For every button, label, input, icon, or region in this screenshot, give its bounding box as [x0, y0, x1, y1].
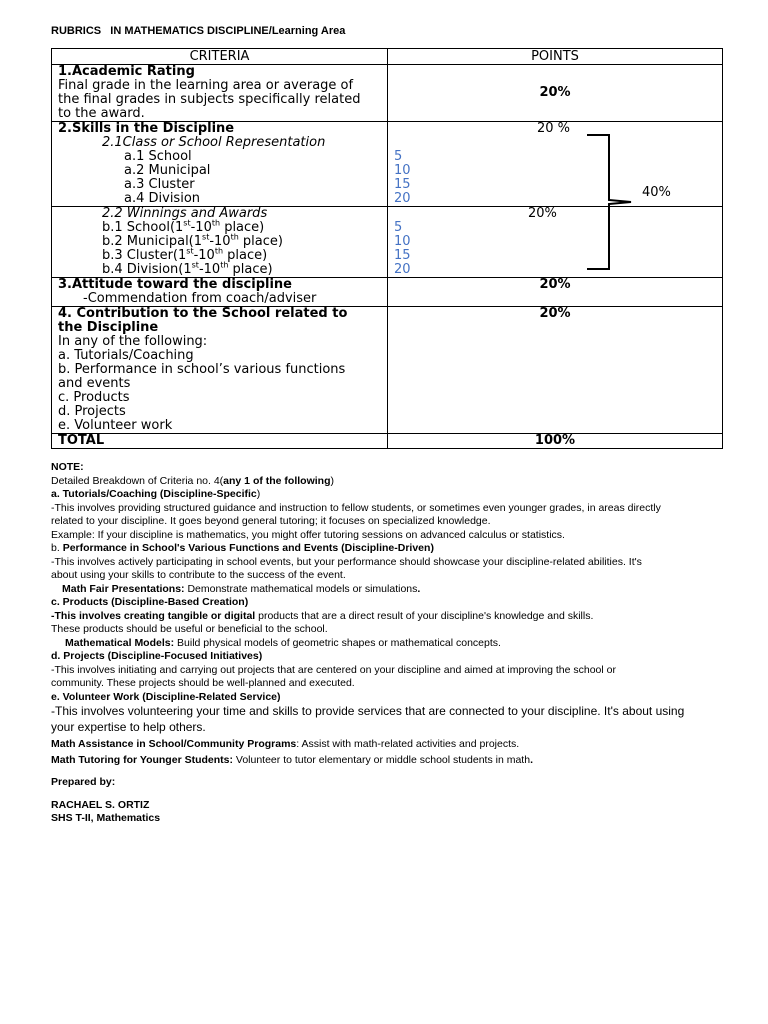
criterion-2-cell [52, 122, 388, 207]
criterion-2-1-value: 15 [394, 177, 411, 192]
note-e-line: your expertise to help others. [51, 719, 206, 734]
notes-section [51, 461, 731, 826]
note-b-line: -This involves actively participating in school events, but your performance should showcase your discipline-related abilities. It's [51, 555, 642, 568]
preparer-name: RACHAEL S. ORTIZ [51, 798, 150, 811]
criterion-3-cell [52, 278, 388, 307]
criterion-3-points: 20% [539, 277, 571, 292]
criterion-2-1-value: 10 [394, 163, 411, 178]
criterion-4-item: c. Products [58, 390, 130, 405]
criterion-1-desc-line: the final grades in subjects specifically related [58, 92, 361, 107]
note-b-line: about using your skills to contribute to the success of the event. [51, 569, 346, 581]
note-a-heading: a. Tutorials/Coaching (Discipline-Specific) [51, 488, 261, 500]
note-c-sub: Mathematical Models: Build physical models of geometric shapes or mathematical concepts. [65, 636, 501, 649]
criterion-4-row [52, 307, 723, 434]
criterion-2-2-item: b.1 School(1st-10th place) [102, 218, 265, 235]
criterion-2-2-value: 15 [394, 248, 411, 263]
note-d-line: community. These projects should be well-planned and executed. [51, 677, 355, 689]
criterion-1-points-cell [388, 65, 723, 122]
criterion-2-2-item: b.3 Cluster(1st-10th place) [102, 246, 268, 263]
criteria-header: CRITERIA [52, 49, 388, 65]
criterion-4-heading: 4. Contribution to the School related to [58, 306, 348, 321]
curly-bracket-icon [587, 134, 633, 270]
criterion-2-2-item: b.2 Municipal(1st-10th place) [102, 232, 283, 249]
note-a-line: -This involves providing structured guidance and instruction to fellow students, or sometimes even younger grades, in areas directly [51, 501, 661, 514]
note-e-sub: Math Tutoring for Younger Students: Volunteer to tutor elementary or middle school students in math. [51, 753, 533, 766]
note-c-line: These products should be useful or beneficial to the school. [51, 623, 328, 635]
criterion-2-2-points-cell [388, 207, 723, 278]
criterion-2-1-value: 5 [394, 149, 403, 164]
total-row [52, 434, 723, 449]
criterion-3-row [52, 278, 723, 307]
criterion-2-1-item: a.4 Division [124, 191, 201, 206]
criterion-4-cell [52, 307, 388, 434]
criterion-2-points-cell [388, 122, 723, 207]
criterion-2-points: 20 % [537, 121, 571, 136]
note-e-line: -This involves volunteering your time and skills to provide services that are connected to your discipline. It's about using [51, 704, 685, 718]
criterion-2-1-item: a.3 Cluster [124, 177, 195, 192]
note-b-heading: b. Performance in School's Various Functions and Events (Discipline-Driven) [51, 542, 434, 554]
total-points: 100% [388, 434, 723, 449]
criterion-1-desc-line: to the award. [58, 106, 145, 121]
criterion-4-item: d. Projects [58, 404, 126, 419]
criterion-2-2-label: 2.2 Winnings and Awards [102, 206, 268, 221]
breakdown-line: Detailed Breakdown of Criteria no. 4(any 1 of the following) [51, 474, 335, 487]
criterion-2-1-label: 2.1Class or School Representation [102, 135, 326, 150]
criterion-4-item: and events [58, 376, 131, 391]
criterion-2-heading: 2.Skills in the Discipline [58, 121, 235, 136]
criterion-4-heading: the Discipline [58, 320, 159, 335]
criterion-2-2-item: b.4 Division(1st-10th place) [102, 260, 273, 277]
note-c-heading: c. Products (Discipline-Based Creation) [51, 596, 249, 608]
criterion-2-1-item: a.2 Municipal [124, 163, 211, 178]
criterion-2-2-value: 10 [394, 234, 411, 249]
document-title: RUBRICS IN MATHEMATICS DISCIPLINE/Learning Area [51, 25, 346, 37]
criterion-4-item: e. Volunteer work [58, 418, 173, 433]
criterion-1-desc-line: Final grade in the learning area or average of [58, 78, 354, 93]
note-e-sub: Math Assistance in School/Community Programs: Assist with math-related activities and projects. [51, 738, 520, 750]
preparer-position: SHS T-II, Mathematics [51, 812, 161, 824]
note-e-heading: e. Volunteer Work (Discipline-Related Service) [51, 690, 281, 703]
note-d-heading: d. Projects (Discipline-Focused Initiatives) [51, 650, 263, 662]
criterion-3-desc: -Commendation from coach/adviser [83, 291, 317, 306]
criterion-4-item: b. Performance in school’s various functions [58, 362, 346, 377]
note-a-line: related to your discipline. It goes beyond general tutoring; it focuses on specialized knowledge. [51, 515, 491, 527]
note-c-line: -This involves creating tangible or digital products that are a direct result of your discipline's knowledge and skills. [51, 609, 594, 622]
criterion-2-1-item: a.1 School [124, 149, 192, 164]
criterion-1-row [52, 65, 723, 122]
criterion-2-1-value: 20 [394, 191, 411, 206]
criterion-4-intro: In any of the following: [58, 334, 208, 349]
criterion-4-item: a. Tutorials/Coaching [58, 348, 194, 363]
criterion-3-points-cell [388, 278, 723, 307]
criterion-1-points: 20% [539, 85, 571, 100]
criterion-1-heading: 1.Academic Rating [58, 64, 195, 79]
bracket-total-label: 40% [642, 185, 671, 200]
note-d-line: -This involves initiating and carrying out projects that are centered on your discipline and aimed at improving the school or [51, 663, 616, 676]
total-label: TOTAL [52, 434, 388, 449]
criterion-4-points-cell [388, 307, 723, 434]
criterion-2-2-value: 5 [394, 220, 403, 235]
criterion-3-heading: 3.Attitude toward the discipline [58, 277, 292, 292]
criterion-1-cell [52, 65, 388, 122]
header-row [52, 49, 723, 65]
note-a-example: Example: If your discipline is mathematics, you might offer tutoring sessions on advanced calculus or statistics. [51, 528, 565, 541]
points-header: POINTS [388, 49, 723, 65]
note-b-sub: Math Fair Presentations: Demonstrate mathematical models or simulations. [62, 582, 421, 595]
criterion-2-2-value: 20 [394, 262, 411, 277]
criterion-2-2-cell [52, 207, 388, 278]
criterion-4-points: 20% [539, 306, 571, 321]
prepared-by-label: Prepared by: [51, 776, 116, 788]
criterion-2-2-points: 20% [528, 206, 557, 221]
note-label: NOTE: [51, 461, 84, 473]
